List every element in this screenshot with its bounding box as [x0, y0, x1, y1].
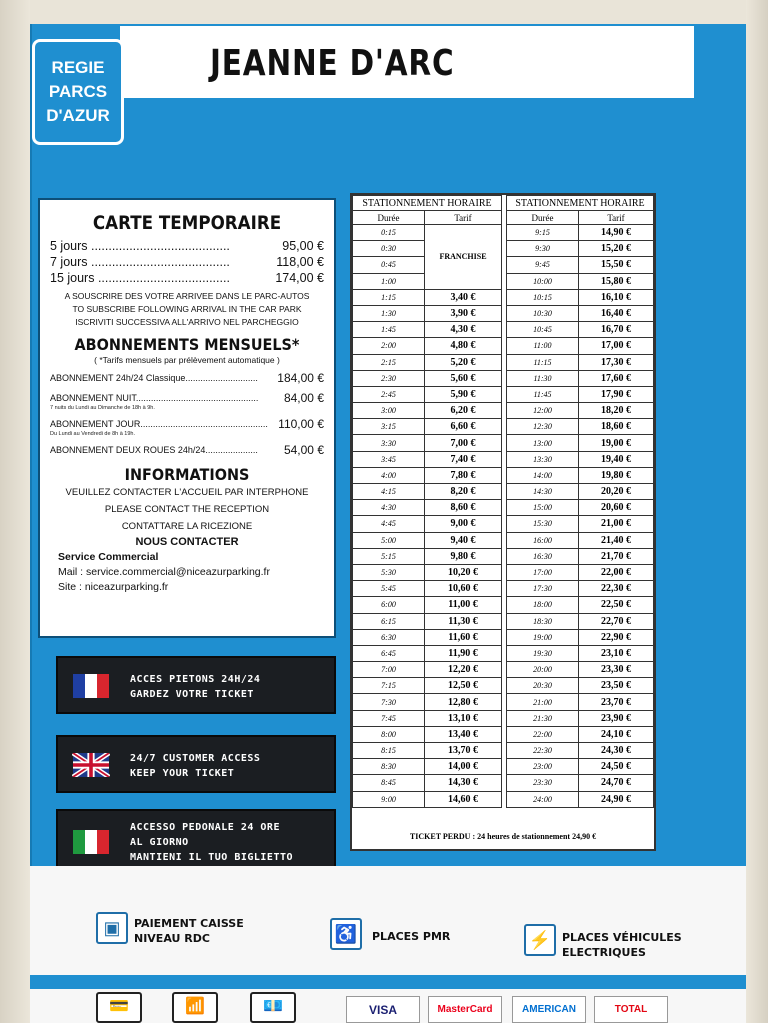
duration-cell: 18:00: [507, 597, 579, 613]
tarif-cell: 17,90 €: [579, 386, 654, 402]
duration-cell: 4:45: [353, 516, 425, 532]
lang-line: ACCESSO PEDONALE 24 ORE: [130, 822, 280, 833]
col-tarif: Tarif: [425, 211, 502, 225]
tarif-cell: 15,50 €: [579, 257, 654, 273]
card-insert-icon: 💳: [96, 992, 142, 1023]
duration-cell: 14:00: [507, 467, 579, 483]
mastercard-logo: MasterCard: [428, 996, 502, 1023]
duration-cell: 22:30: [507, 743, 579, 759]
duration-cell: 7:00: [353, 662, 425, 678]
table-row: [353, 791, 502, 807]
table-row: [353, 532, 502, 548]
table-row: [353, 289, 502, 305]
col-duration: Durée: [353, 211, 425, 225]
table-row: [353, 403, 502, 419]
table-row: [353, 581, 502, 597]
duration-cell: 1:30: [353, 305, 425, 321]
duration-cell: 9:30: [507, 241, 579, 257]
duration-cell: 3:45: [353, 451, 425, 467]
tarif-cell: 14,60 €: [425, 791, 502, 807]
tarif-cell: 4,80 €: [425, 338, 502, 354]
carte-title: CARTE TEMPORAIRE: [92, 212, 282, 234]
abonnement-row: [50, 371, 324, 385]
tarif-cell: 17,60 €: [579, 370, 654, 386]
tarif-cell: 22,30 €: [579, 581, 654, 597]
duration-cell: 19:00: [507, 629, 579, 645]
table-row: [507, 629, 654, 645]
info-line: VEUILLEZ CONTACTER L'ACCUEIL PAR INTERPHONE: [65, 487, 309, 498]
logo-line: REGIE: [51, 58, 105, 77]
carte-label: 7 jours ........................................: [50, 255, 230, 269]
tarif-cell: 23,50 €: [579, 678, 654, 694]
duration-cell: 2:00: [353, 338, 425, 354]
duration-cell: 5:00: [353, 532, 425, 548]
tariff-table-right: [506, 195, 654, 808]
duration-cell: 6:15: [353, 613, 425, 629]
table-row: [507, 386, 654, 402]
table-row: [507, 548, 654, 564]
table-row: [353, 305, 502, 321]
table-row: [353, 694, 502, 710]
table-row: [353, 743, 502, 759]
info-line: PLEASE CONTACT THE RECEPTION: [104, 504, 270, 515]
tarif-cell: 24,90 €: [579, 791, 654, 807]
duration-cell: 8:00: [353, 726, 425, 742]
abonnement-value: 54,00 €: [283, 443, 324, 457]
lang-line: ACCES PIETONS 24H/24: [130, 674, 261, 685]
duration-cell: 19:30: [507, 645, 579, 661]
table-row: [353, 322, 502, 338]
duration-cell: 2:15: [353, 354, 425, 370]
italy-flag-icon: [72, 830, 110, 854]
table-row: [507, 516, 654, 532]
lang-card-fr: [56, 656, 336, 714]
tarif-cell: 11,00 €: [425, 597, 502, 613]
tarif-cell: 13,10 €: [425, 710, 502, 726]
tarif-cell: 18,60 €: [579, 419, 654, 435]
page-title: JEANNE D'ARC: [210, 43, 455, 84]
tarif-cell: 11,60 €: [425, 629, 502, 645]
table-row: [507, 419, 654, 435]
duration-cell: 5:15: [353, 548, 425, 564]
logo-line: D'AZUR: [46, 106, 110, 125]
tarif-cell: 9,00 €: [425, 516, 502, 532]
lang-card-uk: [56, 735, 336, 793]
visa-logo: VISA: [346, 996, 420, 1023]
table-row: [353, 629, 502, 645]
table-row: [353, 613, 502, 629]
cashier-icon: ▣: [96, 912, 128, 944]
duration-cell: 6:30: [353, 629, 425, 645]
duration-cell: 1:00: [353, 273, 425, 289]
tarif-cell: 10,20 €: [425, 564, 502, 580]
table-row: [507, 710, 654, 726]
table-row: [507, 613, 654, 629]
duration-cell: 5:45: [353, 581, 425, 597]
duration-cell: 11:00: [507, 338, 579, 354]
tarif-cell: 22,00 €: [579, 564, 654, 580]
tariff-table-area: [350, 193, 656, 851]
duration-cell: 10:15: [507, 289, 579, 305]
abonnement-label: ABONNEMENT 24h/24 Classique.............................: [50, 373, 258, 383]
regie-logo: [32, 39, 124, 145]
table-row: [507, 726, 654, 742]
duration-cell: 10:00: [507, 273, 579, 289]
duration-cell: 18:30: [507, 613, 579, 629]
duration-cell: 8:45: [353, 775, 425, 791]
table-header: STATIONNEMENT HORAIRE: [353, 196, 502, 211]
table-row: [353, 500, 502, 516]
info-line: CONTATTARE LA RICEZIONE: [121, 521, 253, 532]
tarif-cell: 12,20 €: [425, 662, 502, 678]
wheelchair-icon: ♿: [330, 918, 362, 950]
info-panel: [38, 198, 336, 638]
tarif-cell: 3,40 €: [425, 289, 502, 305]
duration-cell: 4:00: [353, 467, 425, 483]
table-row: [507, 645, 654, 661]
duration-cell: 22:00: [507, 726, 579, 742]
wall-left: [0, 0, 30, 1023]
lost-ticket-note: TICKET PERDU : 24 heures de stationnement 24,90 €: [409, 832, 597, 841]
duration-cell: 23:30: [507, 775, 579, 791]
table-row: [353, 662, 502, 678]
tarif-cell: 22,90 €: [579, 629, 654, 645]
carte-note: ISCRIVITI SUCCESSIVA ALL'ARRIVO NEL PARCHEGGIO: [75, 317, 299, 327]
table-row: [507, 775, 654, 791]
tarif-cell: 4,30 €: [425, 322, 502, 338]
table-row: [507, 678, 654, 694]
duration-cell: 7:30: [353, 694, 425, 710]
duration-cell: 9:15: [507, 225, 579, 241]
abonnements-title: ABONNEMENTS MENSUELS*: [74, 335, 300, 354]
duration-cell: 12:00: [507, 403, 579, 419]
abonnement-value: 84,00 €: [283, 391, 324, 405]
tarif-cell: 23,90 €: [579, 710, 654, 726]
title-bar: [120, 26, 694, 98]
duration-cell: 8:15: [353, 743, 425, 759]
duration-cell: 16:30: [507, 548, 579, 564]
tarif-cell: 23,70 €: [579, 694, 654, 710]
table-row: [353, 597, 502, 613]
tariff-table-left: [352, 195, 502, 808]
lang-card-it: [56, 809, 336, 871]
table-row: [507, 451, 654, 467]
abonnement-label: ABONNEMENT NUIT.................................................: [50, 393, 259, 403]
carte-row: [50, 270, 324, 286]
duration-cell: 3:00: [353, 403, 425, 419]
duration-cell: 15:00: [507, 500, 579, 516]
tarif-cell: 20,60 €: [579, 500, 654, 516]
table-row: [353, 386, 502, 402]
tarif-cell: 13,70 €: [425, 743, 502, 759]
duration-cell: 4:30: [353, 500, 425, 516]
table-row: [353, 484, 502, 500]
col-tarif: Tarif: [579, 211, 654, 225]
lang-line: KEEP YOUR TICKET: [130, 768, 235, 779]
tarif-cell: 14,90 €: [579, 225, 654, 241]
duration-cell: 13:00: [507, 435, 579, 451]
table-row: [353, 354, 502, 370]
carte-row: [50, 254, 324, 270]
tarif-cell: 14,00 €: [425, 759, 502, 775]
tarif-cell: 24,10 €: [579, 726, 654, 742]
pmr-feature: PLACES PMR: [372, 930, 451, 943]
table-row: [507, 289, 654, 305]
duration-cell: 13:30: [507, 451, 579, 467]
table-row: [507, 225, 654, 241]
service-label: Service Commercial: [58, 551, 159, 563]
tarif-cell: 21,40 €: [579, 532, 654, 548]
table-row: [353, 645, 502, 661]
duration-cell: 2:45: [353, 386, 425, 402]
contact-site[interactable]: Site : niceazurparking.fr: [58, 581, 169, 593]
lang-line: 24/7 CUSTOMER ACCESS: [130, 753, 261, 764]
duration-cell: 12:30: [507, 419, 579, 435]
carte-label: 5 jours ........................................: [50, 239, 230, 253]
electric-feature: [562, 930, 682, 960]
tarif-cell: 7,00 €: [425, 435, 502, 451]
duration-cell: 11:15: [507, 354, 579, 370]
tarif-cell: 3,90 €: [425, 305, 502, 321]
duration-cell: 6:00: [353, 597, 425, 613]
tarif-cell: 15,20 €: [579, 241, 654, 257]
table-row: [507, 581, 654, 597]
france-flag-icon: [72, 674, 110, 698]
duration-cell: 9:45: [507, 257, 579, 273]
tarif-cell: 19,00 €: [579, 435, 654, 451]
tarif-cell: 24,70 €: [579, 775, 654, 791]
table-row: [353, 419, 502, 435]
table-row: [507, 403, 654, 419]
abonnement-value: 110,00 €: [278, 417, 324, 431]
duration-cell: 23:00: [507, 759, 579, 775]
logo-line: PARCS: [48, 82, 108, 101]
duration-cell: 0:45: [353, 257, 425, 273]
tarif-cell: 12,50 €: [425, 678, 502, 694]
franchise-cell: FRANCHISE: [425, 225, 502, 290]
tarif-cell: 22,70 €: [579, 613, 654, 629]
duration-cell: 21:00: [507, 694, 579, 710]
duration-cell: 3:15: [353, 419, 425, 435]
abonnement-row: [50, 443, 324, 457]
duration-cell: 1:45: [353, 322, 425, 338]
tarif-cell: 15,80 €: [579, 273, 654, 289]
table-row: [353, 516, 502, 532]
table-header: STATIONNEMENT HORAIRE: [507, 196, 654, 211]
duration-cell: 2:30: [353, 370, 425, 386]
table-row: [507, 791, 654, 807]
tarif-cell: 13,40 €: [425, 726, 502, 742]
abonnement-label: ABONNEMENT DEUX ROUES 24h/24.....................: [50, 445, 258, 455]
table-row: [353, 710, 502, 726]
table-row: [507, 305, 654, 321]
duration-cell: 5:30: [353, 564, 425, 580]
duration-cell: 11:45: [507, 386, 579, 402]
table-row: [353, 775, 502, 791]
table-row: [507, 354, 654, 370]
table-row: [507, 662, 654, 678]
tarif-cell: 9,80 €: [425, 548, 502, 564]
contactless-icon: 📶: [172, 992, 218, 1023]
tarif-cell: 7,80 €: [425, 467, 502, 483]
table-row: [507, 597, 654, 613]
duration-cell: 3:30: [353, 435, 425, 451]
table-row: [353, 564, 502, 580]
duration-cell: 14:30: [507, 484, 579, 500]
duration-cell: 1:15: [353, 289, 425, 305]
table-row: [507, 322, 654, 338]
duration-cell: 16:00: [507, 532, 579, 548]
tarif-cell: 11,90 €: [425, 645, 502, 661]
table-row: [507, 564, 654, 580]
lang-line: AL GIORNO: [130, 837, 189, 848]
tarif-cell: 6,20 €: [425, 403, 502, 419]
carte-row: [50, 238, 324, 254]
tarif-cell: 9,40 €: [425, 532, 502, 548]
table-row: [507, 694, 654, 710]
tarif-cell: 19,40 €: [579, 451, 654, 467]
tarif-cell: 14,30 €: [425, 775, 502, 791]
table-row: [507, 435, 654, 451]
amex-logo: AMERICAN: [512, 996, 586, 1023]
uk-flag-icon: [72, 753, 110, 777]
table-row: [507, 743, 654, 759]
lang-line: GARDEZ VOTRE TICKET: [130, 689, 254, 700]
carte-note: A SOUSCRIRE DES VOTRE ARRIVEE DANS LE PARC-AUTOS: [64, 291, 310, 301]
table-row: [507, 273, 654, 289]
tarif-cell: 6,60 €: [425, 419, 502, 435]
carte-note: TO SUBSCRIBE FOLLOWING ARRIVAL IN THE CAR PARK: [72, 304, 302, 314]
duration-cell: 6:45: [353, 645, 425, 661]
duration-cell: 17:00: [507, 564, 579, 580]
tarif-cell: 8,20 €: [425, 484, 502, 500]
table-row: [507, 484, 654, 500]
abonnement-detail: Du Lundi au Vendredi de 8h à 19h.: [50, 431, 136, 437]
duration-cell: 17:30: [507, 581, 579, 597]
duration-cell: 24:00: [507, 791, 579, 807]
table-row: [353, 726, 502, 742]
tarif-cell: 11,30 €: [425, 613, 502, 629]
tarif-cell: 5,90 €: [425, 386, 502, 402]
table-row: [507, 257, 654, 273]
table-row: [507, 241, 654, 257]
abonnement-detail: 7 nuits du Lundi au Dimanche de 18h à 9h.: [50, 405, 155, 411]
table-row: [507, 532, 654, 548]
duration-cell: 7:15: [353, 678, 425, 694]
tarif-cell: 7,40 €: [425, 451, 502, 467]
duration-cell: 21:30: [507, 710, 579, 726]
feature-line: PLACES VÉHICULES: [562, 931, 682, 944]
tarif-cell: 10,60 €: [425, 581, 502, 597]
tarif-cell: 16,40 €: [579, 305, 654, 321]
payment-feature: [134, 916, 244, 946]
feature-line: NIVEAU RDC: [134, 932, 210, 945]
tarif-cell: 16,10 €: [579, 289, 654, 305]
tarif-cell: 23,10 €: [579, 645, 654, 661]
abonnement-row: [50, 391, 324, 405]
duration-cell: 0:30: [353, 241, 425, 257]
tarif-cell: 17,30 €: [579, 354, 654, 370]
abonnements-note: ( *Tarifs mensuels par prélèvement automatique ): [94, 355, 280, 365]
tarif-cell: 21,70 €: [579, 548, 654, 564]
tarif-cell: 21,00 €: [579, 516, 654, 532]
duration-cell: 15:30: [507, 516, 579, 532]
tarif-cell: 19,80 €: [579, 467, 654, 483]
table-row: [507, 370, 654, 386]
feature-line: PAIEMENT CAISSE: [134, 917, 244, 930]
tarif-cell: 5,60 €: [425, 370, 502, 386]
duration-cell: 20:00: [507, 662, 579, 678]
tarif-cell: 20,20 €: [579, 484, 654, 500]
tarif-cell: 18,20 €: [579, 403, 654, 419]
abonnement-label: ABONNEMENT JOUR...................................................: [50, 419, 268, 429]
duration-cell: 11:30: [507, 370, 579, 386]
tarif-cell: 23,30 €: [579, 662, 654, 678]
tarif-cell: 5,20 €: [425, 354, 502, 370]
duration-cell: 10:30: [507, 305, 579, 321]
duration-cell: 0:15: [353, 225, 425, 241]
duration-cell: 8:30: [353, 759, 425, 775]
table-row: [353, 451, 502, 467]
contact-mail[interactable]: Mail : service.commercial@niceazurparking.fr: [58, 566, 270, 578]
duration-cell: 20:30: [507, 678, 579, 694]
duration-cell: 10:45: [507, 322, 579, 338]
abonnement-value: 184,00 €: [277, 371, 324, 385]
duration-cell: 7:45: [353, 710, 425, 726]
table-row: [353, 678, 502, 694]
carte-value: 118,00 €: [276, 255, 324, 269]
tarif-cell: 16,70 €: [579, 322, 654, 338]
wall-right: [746, 0, 768, 1023]
tarif-cell: 24,50 €: [579, 759, 654, 775]
col-duration: Durée: [507, 211, 579, 225]
duration-cell: 9:00: [353, 791, 425, 807]
total-logo: TOTAL: [594, 996, 668, 1023]
table-row: [353, 467, 502, 483]
carte-value: 95,00 €: [282, 239, 324, 253]
table-row: [353, 225, 502, 241]
table-row: [507, 338, 654, 354]
table-row: [507, 467, 654, 483]
informations-title: INFORMATIONS: [124, 465, 250, 484]
lang-line: MANTIENI IL TUO BIGLIETTO: [130, 852, 294, 863]
contact-title: NOUS CONTACTER: [135, 536, 239, 548]
table-row: [507, 500, 654, 516]
table-row: [353, 435, 502, 451]
cash-icon: 💶: [250, 992, 296, 1023]
table-row: [353, 370, 502, 386]
duration-cell: 4:15: [353, 484, 425, 500]
tarif-cell: 12,80 €: [425, 694, 502, 710]
table-row: [353, 338, 502, 354]
table-row: [353, 759, 502, 775]
electric-car-icon: ⚡: [524, 924, 556, 956]
feature-line: ELECTRIQUES: [562, 946, 646, 959]
table-row: [353, 548, 502, 564]
tarif-cell: 17,00 €: [579, 338, 654, 354]
tarif-cell: 22,50 €: [579, 597, 654, 613]
abonnement-row: [50, 417, 324, 431]
tarif-cell: 8,60 €: [425, 500, 502, 516]
carte-label: 15 jours ......................................: [50, 271, 230, 285]
carte-value: 174,00 €: [275, 271, 324, 285]
tarif-cell: 24,30 €: [579, 743, 654, 759]
table-row: [507, 759, 654, 775]
bottom-strip: [30, 975, 746, 989]
